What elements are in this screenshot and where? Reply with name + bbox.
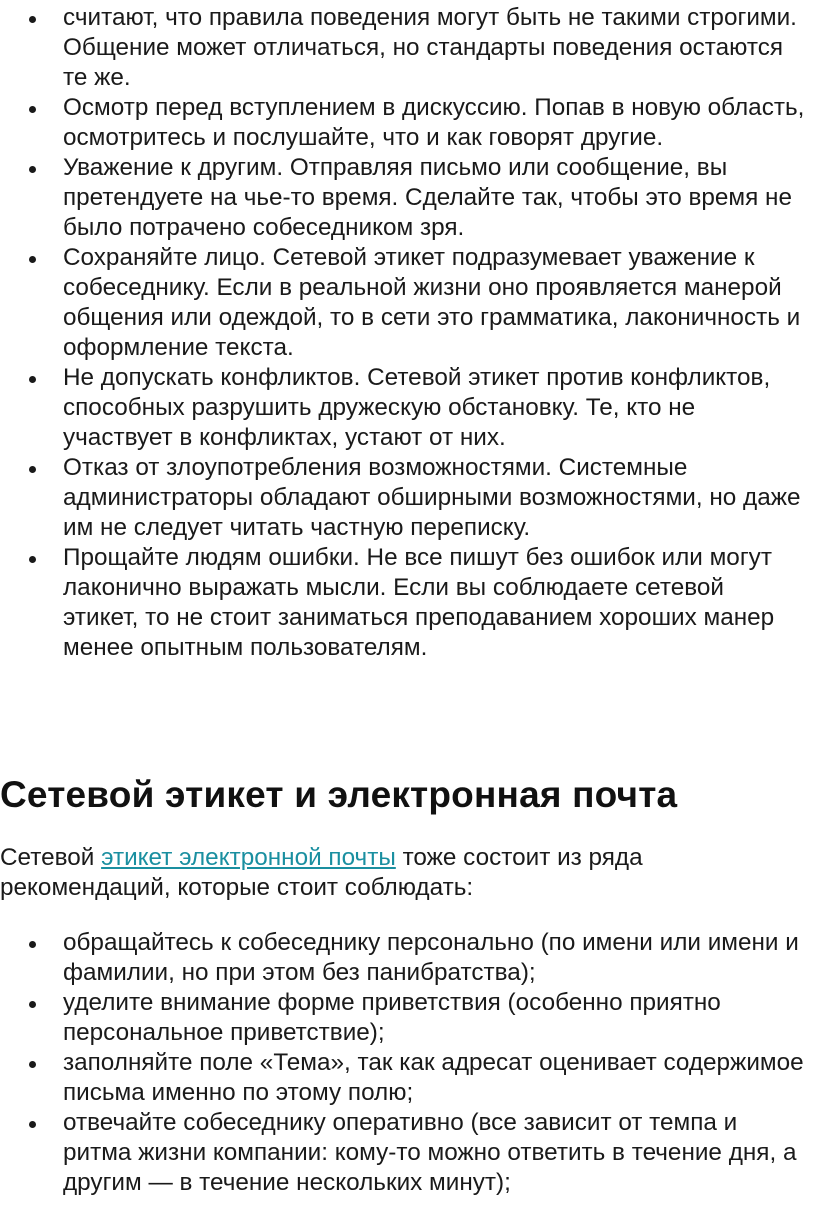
list-item-text: Прощайте людям ошибки. Не все пишут без ошибок или могут лаконично выражать мысли. Если вы соблюдаете сетевой этикет, то не стоит заниматься преподаванием хороших манер менее опытным пользователям. — [63, 544, 775, 661]
list-item — [0, 1048, 816, 1108]
list-item-text: обращайтесь к собеседнику персонально (по имени или имени и фамилии, но при этом без панибратства); — [63, 929, 799, 986]
list-item-text: Уважение к другим. Отправляя письмо или сообщение, вы претендуете на чье-то время. Сделайте так, чтобы это время не было потрачено собеседником зря. — [63, 154, 792, 241]
bullet-icon — [29, 1001, 36, 1008]
list-item — [0, 1108, 816, 1198]
section-intro — [0, 843, 800, 903]
list-item — [0, 988, 816, 1048]
list-item — [0, 243, 816, 363]
bullet-icon — [29, 466, 36, 473]
intro-text-before: Сетевой — [0, 844, 102, 871]
list-item-text: считают, что правила поведения могут быть не такими строгими. Общение может отличаться, но стандарты поведения остаются те же. — [63, 4, 797, 91]
list-item-text: Сохраняйте лицо. Сетевой этикет подразумевает уважение к собеседнику. Если в реальной жизни оно проявляется манерой общения или одеждой, то в сети это грамматика, лаконичность и оформление текста. — [63, 244, 801, 361]
intro-text-after: тоже состоит из ряда рекомендаций, которые стоит соблюдать: — [0, 844, 643, 901]
list-item — [0, 453, 816, 543]
list-item — [0, 928, 816, 988]
list-item — [0, 543, 816, 663]
list-item — [0, 153, 816, 243]
email-rules-list — [0, 928, 816, 1198]
list-item-text: заполняйте поле «Тема», так как адресат оценивает содержимое письма именно по этому полю; — [63, 1049, 804, 1106]
bullet-icon — [29, 256, 36, 263]
etiquette-rules-list — [0, 3, 816, 663]
bullet-icon — [29, 16, 36, 23]
email-etiquette-link[interactable]: этикет электронной почты — [101, 844, 396, 871]
list-item-text: Осмотр перед вступлением в дискуссию. Попав в новую область, осмотритесь и послушайте, что и как говорят другие. — [63, 94, 805, 151]
bullet-icon — [29, 1121, 36, 1128]
list-item-text: Отказ от злоупотребления возможностями. Системные администраторы обладают обширными возможностями, но даже им не следует читать частную переписку. — [63, 454, 801, 541]
list-item-text: уделите внимание форме приветствия (особенно приятно персональное приветствие); — [63, 989, 721, 1046]
list-item — [0, 3, 816, 93]
bullet-icon — [29, 556, 36, 563]
bullet-icon — [29, 941, 36, 948]
list-item — [0, 363, 816, 453]
section-heading: Сетевой этикет и электронная почта — [0, 774, 678, 815]
bullet-icon — [29, 106, 36, 113]
list-item-text: Не допускать конфликтов. Сетевой этикет против конфликтов, способных разрушить дружескую обстановку. Те, кто не участвует в конфликтах, устают от них. — [63, 364, 771, 451]
list-item-text: отвечайте собеседнику оперативно (все зависит от темпа и ритма жизни компании: кому-то можно ответить в течение дня, а другим — в течение нескольких минут); — [63, 1109, 797, 1196]
bullet-icon — [29, 376, 36, 383]
bullet-icon — [29, 1061, 36, 1068]
list-item — [0, 93, 816, 153]
bullet-icon — [29, 166, 36, 173]
